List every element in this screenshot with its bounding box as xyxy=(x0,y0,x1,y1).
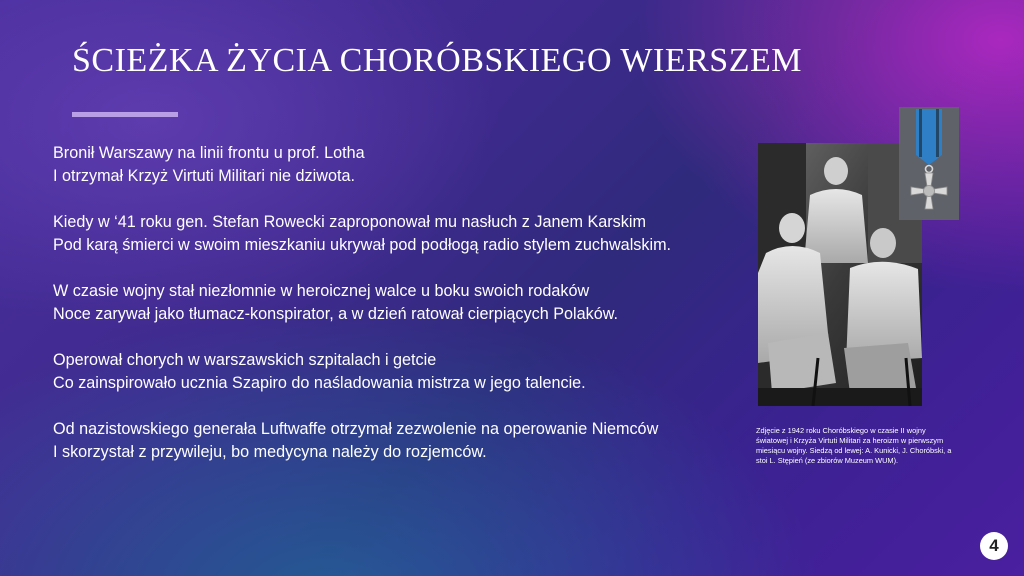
page-number-badge: 4 xyxy=(980,532,1008,560)
photo-caption: Zdjęcie z 1942 roku Choróbskiego w czasie II wojny światowej i Krzyża Virtuti Militari za heroizm w pierwszym miesiącu wojny. Siedzą od lewej: A. Kunicki, J. Choróbski, a stoi L. Stępień (ze zbiorów Muzeum WUM). xyxy=(756,426,952,465)
poem-line: Operował chorych w warszawskich szpitalach i getcie xyxy=(53,351,437,369)
historical-photo xyxy=(758,143,922,406)
stanza-5 xyxy=(53,418,753,464)
poem-line: Co zainspirowało ucznia Szapiro do naśladowania mistrza w jego talencie. xyxy=(53,374,586,392)
poem-line: I skorzystał z przywileju, bo medycyna należy do rozjemców. xyxy=(53,443,487,461)
stanza-3 xyxy=(53,280,753,326)
stanza-1 xyxy=(53,142,753,188)
poem-line: Kiedy w ‘41 roku gen. Stefan Rowecki zaproponował mu nasłuch z Janem Karskim xyxy=(53,213,646,231)
poem-body xyxy=(53,142,753,487)
slide-title: ŚCIEŻKA ŻYCIA CHORÓBSKIEGO WIERSZEM xyxy=(72,42,802,79)
title-underline xyxy=(72,112,178,117)
medal-icon xyxy=(899,107,959,220)
stanza-2 xyxy=(53,211,753,257)
poem-line: W czasie wojny stał niezłomnie w heroicznej walce u boku swoich rodaków xyxy=(53,282,590,300)
poem-line: Od nazistowskiego generała Luftwaffe otrzymał zezwolenie na operowanie Niemców xyxy=(53,420,659,438)
poem-line: Noce zarywał jako tłumacz-konspirator, a w dzień ratował cierpiących Polaków. xyxy=(53,305,619,323)
historical-photo-image xyxy=(758,143,922,406)
poem-line: Pod karą śmierci w swoim mieszkaniu ukrywał pod podłogą radio stylem zuchwalskim. xyxy=(53,236,672,254)
poem-line: Bronił Warszawy na linii frontu u prof. Lotha xyxy=(53,144,365,162)
virtuti-militari-medal xyxy=(899,107,959,220)
poem-line: I otrzymał Krzyż Virtuti Militari nie dziwota. xyxy=(53,167,355,185)
stanza-4 xyxy=(53,349,753,395)
